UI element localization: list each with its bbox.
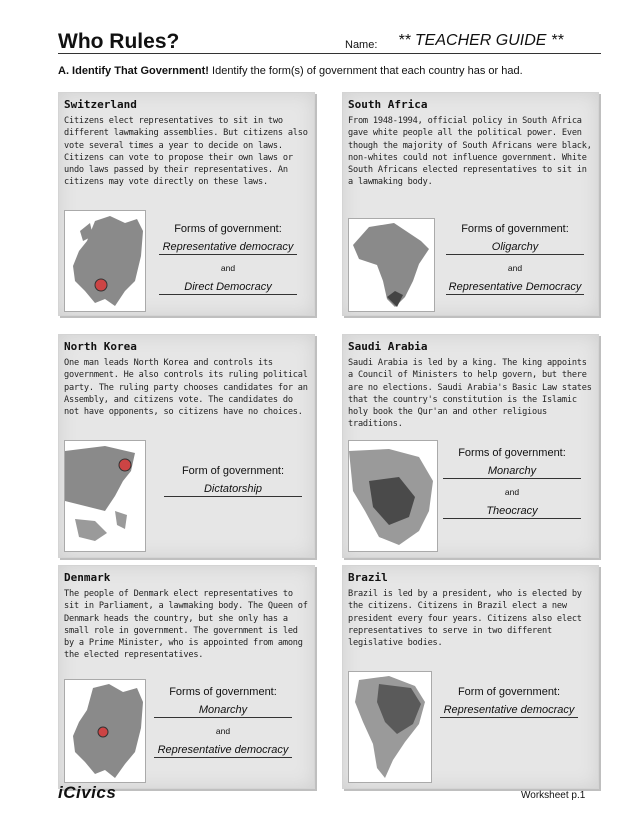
card-description: Brazil is led by a president, who is elected by the citizens. Citizens in Brazil elect a new president every four years. Citizens also elect representatives to serve in two different legislative bodies.: [348, 589, 582, 649]
instruction-heading: A. Identify That Government!: [58, 65, 209, 77]
country-card-north-korea: [58, 334, 315, 558]
card-description: Saudi Arabia is led by a king. The king appoints a Council of Ministers to help govern, but there are no elections. Saudi Arabia's Basic Law states that the country's constitution is the Islamic holy book the Qur'an and other religious traditions.: [348, 358, 592, 430]
answer-2: Representative democracy: [154, 744, 292, 758]
forms-block: [154, 686, 292, 758]
forms-label: Forms of government:: [461, 223, 569, 235]
answer-1: Representative democracy: [159, 241, 297, 255]
icivics-logo: iCivics: [58, 783, 117, 802]
card-title: Saudi Arabia: [348, 340, 428, 353]
answer-2: Representative Democracy: [446, 281, 584, 295]
page-number: Worksheet p.1: [521, 790, 586, 801]
answer-2: Theocracy: [443, 505, 581, 519]
and-label: and: [220, 263, 236, 273]
country-card-saudi-arabia: [342, 334, 599, 558]
answer-1: Oligarchy: [446, 241, 584, 255]
country-card-switzerland: [58, 92, 315, 316]
south-america-map-icon: [348, 671, 432, 783]
forms-block: [159, 223, 297, 295]
answer-1: Representative democracy: [440, 704, 578, 718]
europe-map-icon: [64, 679, 146, 783]
instructions: [58, 65, 523, 77]
card-description: The people of Denmark elect representatives to sit in Parliament, a lawmaking body. The Queen of Denmark heads the country, but she only has a small role in government. The government is led by a Prime Minister, who is appointed from among the elected representatives.: [64, 589, 308, 661]
africa-map-icon: [348, 218, 435, 312]
forms-label: Form of government:: [457, 686, 561, 698]
header-rule: [58, 53, 601, 54]
instruction-text: Identify the form(s) of government that each country has or had.: [208, 65, 523, 77]
forms-block: [443, 447, 581, 519]
card-title: South Africa: [348, 98, 428, 111]
name-label: Name:: [345, 39, 378, 51]
card-title: North Korea: [64, 340, 137, 353]
forms-block: [164, 465, 302, 497]
country-card-brazil: [342, 565, 599, 789]
teacher-guide-label: ** TEACHER GUIDE **: [398, 32, 564, 49]
answer-1: Monarchy: [154, 704, 292, 718]
country-card-denmark: [58, 565, 315, 789]
country-card-south-africa: [342, 92, 599, 316]
card-title: Denmark: [64, 571, 111, 584]
and-label: and: [504, 487, 520, 497]
card-description: One man leads North Korea and controls its government. He also controls its ruling political party. The ruling party chooses candidates for an Assembly, and citizens vote. The candidates do not have opponents, so citizens have no choices.: [64, 358, 308, 418]
card-title: Brazil: [348, 571, 388, 584]
card-description: Citizens elect representatives to sit in two different lawmaking assemblies. But citizens also vote several times a year to decide on laws. Citizens can vote to propose their own laws or undo laws passed by their representatives. An citizens may vote directly on these laws.: [64, 116, 308, 188]
answer-1: Monarchy: [443, 465, 581, 479]
answer-2: Direct Democracy: [159, 281, 297, 295]
forms-label: Forms of government:: [174, 223, 282, 235]
forms-label: Form of government:: [181, 465, 285, 477]
forms-block: [446, 223, 584, 295]
europe-map-icon: [64, 210, 146, 312]
and-label: and: [215, 726, 231, 736]
forms-label: Forms of government:: [458, 447, 566, 459]
arabia-map-icon: [348, 440, 438, 552]
east-asia-map-icon: [64, 440, 146, 552]
page-title: Who Rules?: [58, 30, 180, 53]
and-label: and: [507, 263, 523, 273]
card-description: From 1948-1994, official policy in South Africa gave white people all the political power. Even though the majority of South Africans were black, non-whites could not influence government. White South Africans elected representatives to sit in a lawmaking body.: [348, 116, 592, 188]
forms-label: Forms of government:: [169, 686, 277, 698]
forms-block: [440, 686, 578, 718]
answer-1: Dictatorship: [164, 483, 302, 497]
card-title: Switzerland: [64, 98, 137, 111]
